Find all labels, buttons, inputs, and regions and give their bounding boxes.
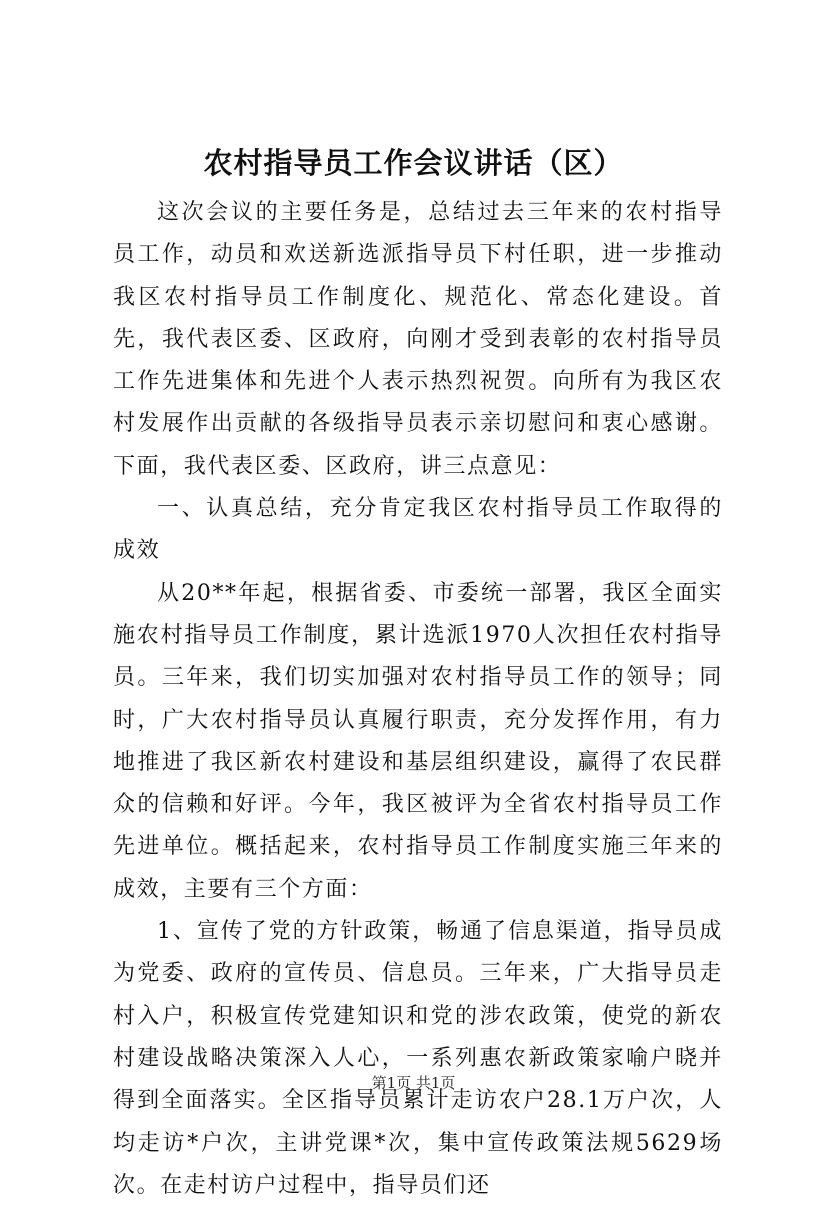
- page-footer: 第1页 共1页: [371, 1074, 456, 1092]
- document-body: [113, 192, 723, 1207]
- paragraph-intro: 这次会议的主要任务是，总结过去三年来的农村指导员工作，动员和欢送新选派指导员下村任职，进一步推动我区农村指导员工作制度化、规范化、常态化建设。首先，我代表区委、区政府，向刚才受到表彰的农村指导员工作先进集体和先进个人表示热烈祝贺。向所有为我区农村发展作出贡献的各级指导员表示亲切慰问和衷心感谢。下面，我代表区委、区政府，讲三点意见：: [113, 200, 723, 479]
- document-title: 农村指导员工作会议讲话（区）: [203, 146, 624, 180]
- section-heading-1: 一、认真总结，充分肯定我区农村指导员工作取得的成效: [113, 496, 723, 564]
- paragraph-achievements: 从20**年起，根据省委、市委统一部署，我区全面实施农村指导员工作制度，累计选派1970人次担任农村指导员。三年来，我们切实加强对农村指导员工作的领导；同时，广大农村指导员认真履行职责，充分发挥作用，有力地推进了我区新农村建设和基层组织建设，赢得了农民群众的信赖和好评。今年，我区被评为全省农村指导员工作先进单位。概括起来，农村指导员工作制度实施三年来的成效，主要有三个方面：: [113, 580, 723, 902]
- paragraph-point-1: 1、宣传了党的方针政策，畅通了信息渠道，指导员成为党委、政府的宣传员、信息员。三年来，广大指导员走村入户，积极宣传党建知识和党的涉农政策，使党的新农村建设战略决策深入人心，一系列惠农新政策家喻户晓并得到全面落实。全区指导员累计走访农户28.1万户次，人均走访*户次，主讲党课*次，集中宣传政策法规5629场次。在走村访户过程中，指导员们还: [113, 919, 723, 1198]
